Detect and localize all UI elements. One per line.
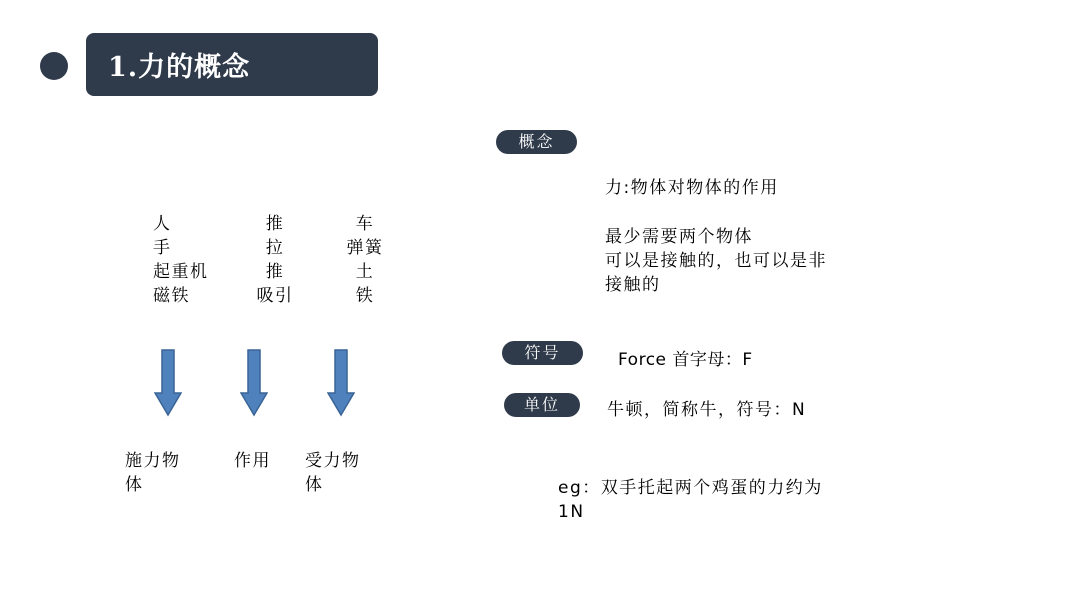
example-item: 推 (265, 262, 285, 282)
example-item: 推 (265, 214, 285, 234)
action-label: 作用 (234, 451, 271, 471)
example-item: 起重机 (153, 262, 209, 282)
example-item: 磁铁 (153, 286, 190, 306)
example-text: eg：双手托起两个鸡蛋的力约为 1N (558, 478, 823, 522)
page-title: 1.力的概念 (108, 52, 251, 83)
example-item: 拉 (265, 238, 285, 258)
title-bullet-dot (40, 52, 68, 80)
example-item: 手 (153, 238, 172, 258)
example-item: 吸引 (256, 286, 294, 306)
concept-notes: 最少需要两个物体 可以是接触的，也可以是非 接触的 (605, 227, 827, 295)
example-item: 车 (355, 214, 375, 234)
example-item: 人 (153, 214, 172, 234)
down-arrow-icon (327, 349, 355, 417)
down-arrow-icon (154, 349, 182, 417)
symbol-tag: 符号 (502, 341, 583, 365)
receiver-examples-column (340, 212, 390, 308)
concept-definition: 力:物体对物体的作用 (605, 178, 779, 198)
concept-tag: 概念 (496, 130, 577, 154)
unit-text: 牛顿，简称牛，符号：N (607, 400, 807, 420)
example-item: 铁 (355, 286, 375, 306)
receiver-label: 受力物 体 (305, 451, 361, 495)
example-item: 土 (355, 262, 375, 282)
action-examples-column (250, 212, 300, 308)
applier-examples-column (153, 212, 209, 308)
title-banner (86, 33, 378, 96)
example-item: 弹簧 (346, 238, 384, 258)
down-arrow-icon (240, 349, 268, 417)
unit-tag: 单位 (504, 393, 580, 417)
symbol-text: Force 首字母：F (618, 350, 753, 370)
applier-label: 施力物 体 (125, 451, 181, 495)
